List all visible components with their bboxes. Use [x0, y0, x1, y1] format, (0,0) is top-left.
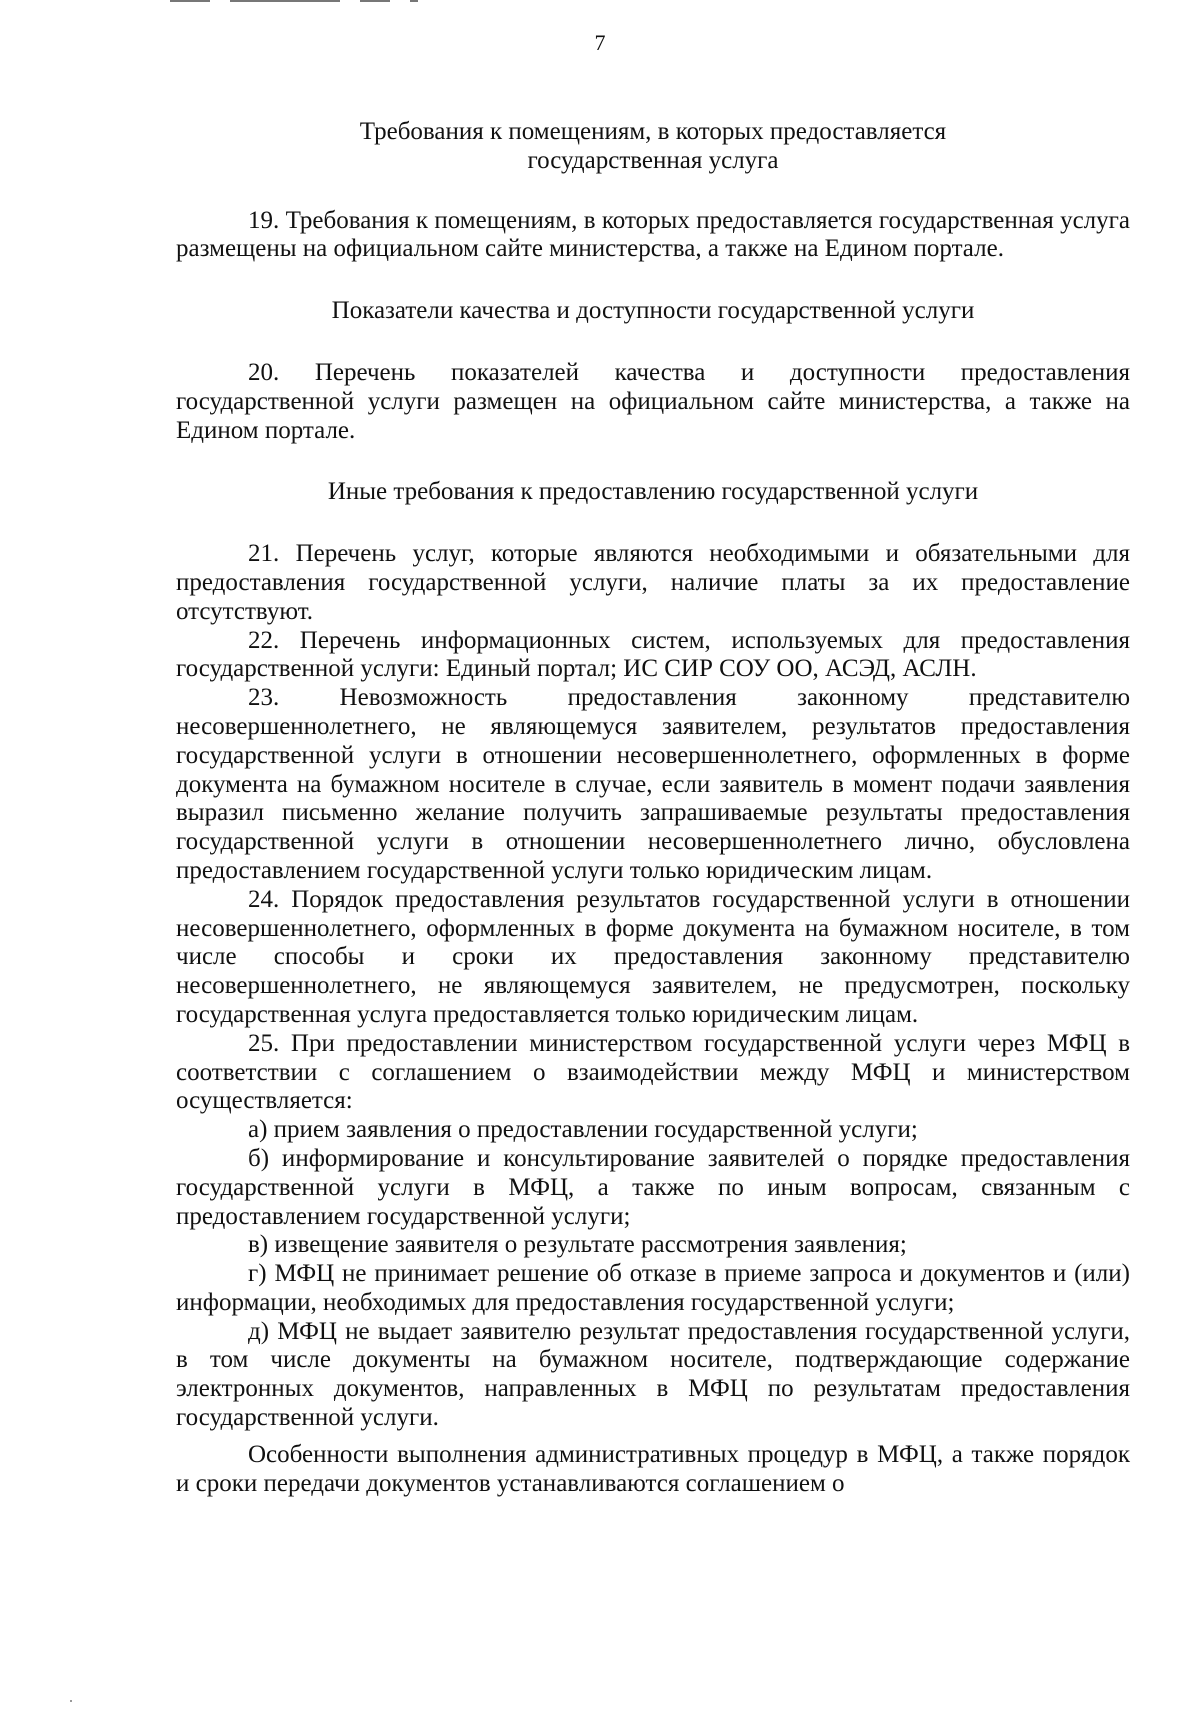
paragraph-25-b: б) информирование и консультирование заявителей о порядке предоставления государственной услуги в МФЦ, а также по иным вопросам, связанным с предоставлением государственной услуги;: [176, 1144, 1130, 1230]
section-heading-premises: Требования к помещениям, в которых предоставляется государственная услуга: [359, 118, 947, 174]
paragraph-21: 21. Перечень услуг, которые являются необходимыми и обязательными для предоставления государственной услуги, наличие платы за их предоставление отсутствуют.: [176, 540, 1130, 625]
section-heading-quality: Показатели качества и доступности государственной услуги: [331, 297, 975, 325]
paragraph-19: 19. Требования к помещениям, в которых предоставляется государственная услуга размещены на официальном сайте министерства, а также на Едином портале.: [176, 206, 1130, 263]
paragraph-23: 23. Невозможность предоставления законному представителю несовершеннолетнего, не являющемуся заявителем, результатов предоставления государственной услуги в отношении несовершеннолетнего, оформленных в форме документа на бумажном носителе в случае, если заявитель в момент подачи заявления выразил письменно желание получить запрашиваемые результаты предоставления государственной услуги в отношении несовершеннолетнего лично, обусловлена предоставлением государственной услуги только юридическим лицам.: [176, 684, 1130, 884]
section-heading-other-requirements: Иные требования к предоставлению государственной услуги: [327, 478, 979, 506]
closing-paragraph: Особенности выполнения административных процедур в МФЦ, а также порядок и сроки передачи документов устанавливаются соглашением о: [176, 1440, 1130, 1497]
paragraph-25-v: в) извещение заявителя о результате рассмотрения заявления;: [248, 1231, 907, 1259]
scan-edge-marks: [170, 0, 430, 6]
paragraph-22: 22. Перечень информационных систем, используемых для предоставления государственной услуги: Единый портал; ИС СИР СОУ ОО, АСЭД, АСЛН.: [176, 626, 1130, 683]
paragraph-25-g: г) МФЦ не принимает решение об отказе в приеме запроса и документов и (или) информации, необходимых для предоставления государственной услуги;: [176, 1260, 1130, 1316]
paragraph-25-a: а) прием заявления о предоставлении государственной услуги;: [248, 1116, 918, 1144]
paragraph-25-d: д) МФЦ не выдает заявителю результат предоставления государственной услуги, в том числе документы на бумажном носителе, подтверждающие содержание электронных документов, направленных в МФЦ по результатам предоставления государственной услуги.: [176, 1317, 1130, 1432]
scan-speck: [70, 1700, 72, 1702]
document-body: [176, 118, 1130, 1498]
page-number: 7: [594, 30, 606, 55]
paragraph-25: 25. При предоставлении министерством государственной услуги через МФЦ в соответствии с соглашением о взаимодействии между МФЦ и министерством осуществляется:: [176, 1029, 1130, 1115]
paragraph-20: 20. Перечень показателей качества и доступности предоставления государственной услуги размещен на официальном сайте министерства, а также на Едином портале.: [176, 358, 1130, 444]
paragraph-24: 24. Порядок предоставления результатов государственной услуги в отношении несовершеннолетнего, оформленных в форме документа на бумажном носителе, в том числе способы и сроки их предоставления законному представителю несовершеннолетнего, не являющемуся заявителем, не предусмотрен, поскольку государственная услуга предоставляется только юридическим лицам.: [176, 885, 1130, 1028]
